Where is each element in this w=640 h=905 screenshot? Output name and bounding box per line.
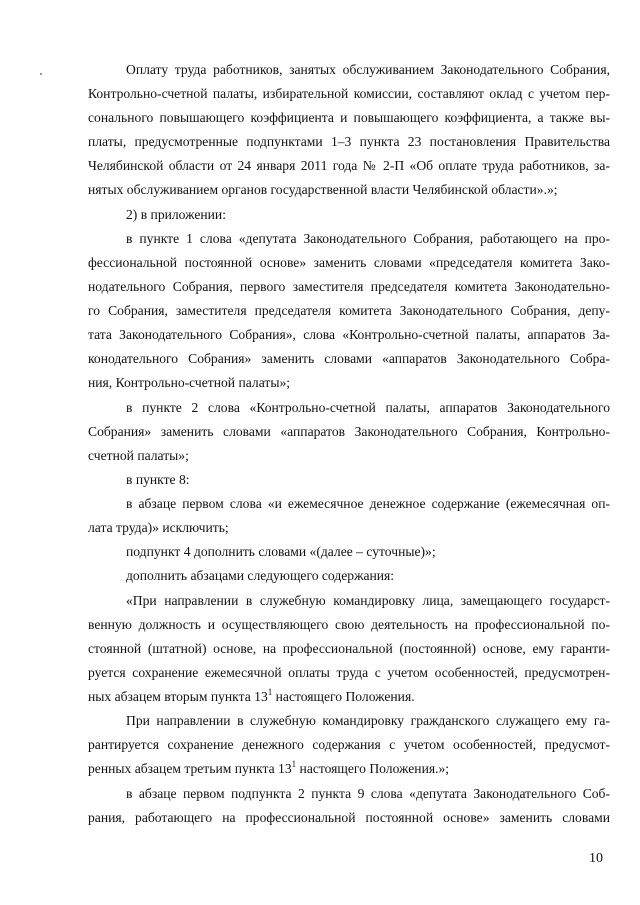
text-line: венную должность и осуществляющего свою деятельность на профессиональной по- (88, 617, 610, 632)
text-line: нодательного Собрания, первого заместителя председателя комитета Законодательно- (88, 279, 610, 294)
superscript: 1 (267, 687, 273, 697)
text-line (88, 757, 610, 781)
text-line: платы, предусмотренные подпунктами 1–3 пункта 23 постановления Правительства (88, 134, 610, 149)
paragraph-4 (88, 396, 610, 468)
line-text: ренных абзацем третьим пункта 13 (88, 761, 292, 776)
text-line: подпункт 4 дополнить словами «(далее – суточные)»; (126, 544, 436, 559)
text-line: в абзаце первом слова «и ежемесячное денежное содержание (ежемесячная оп- (126, 496, 610, 511)
text-line: в абзаце первом подпункта 2 пункта 9 слова «депутата Законодательного Соб- (126, 786, 610, 801)
text-line: рантируется сохранение денежного содержания с учетом особенностей, предусмот- (88, 737, 610, 752)
text-line: нятых обслуживанием органов государственной власти Челябинской области».»; (88, 182, 558, 197)
paragraph-11 (88, 782, 610, 830)
text-line: лата труда)» исключить; (88, 520, 229, 535)
page-number: 10 (589, 851, 603, 866)
paragraph-5 (88, 468, 610, 492)
paragraph-10 (88, 709, 610, 781)
text-line: Челябинской области от 24 января 2011 года № 2-П «Об оплате труда работников, за- (88, 158, 610, 173)
paragraph-1 (88, 58, 610, 202)
text-line: фессиональной постоянной основе» заменить словами «председателя комитета Зако- (88, 255, 610, 270)
text-line: в пункте 2 слова «Контрольно-счетной палаты, аппаратов Законодательного (126, 400, 610, 415)
text-line: в пункте 1 слова «депутата Законодательного Собрания, работающего на про- (126, 231, 610, 246)
text-line: сонального повышающего коэффициента и повышающего коэффициента, а также вы- (88, 110, 610, 125)
paragraph-8 (88, 564, 610, 588)
text-line: в пункте 8: (126, 472, 190, 487)
text-line: счетной палаты»; (88, 448, 189, 463)
text-line: конодательного Собрания» заменить словами «аппаратов Законодательного Собра- (88, 351, 610, 366)
paragraph-7 (88, 540, 610, 564)
text-line: стоянной (штатной) основе, на профессиональной (постоянной) основе, ему гаранти- (88, 641, 610, 656)
text-line: Собрания» заменить словами «аппаратов Законодательного Собрания, Контрольно- (88, 424, 610, 439)
text-line: го Собрания, заместителя председателя комитета Законодательного Собрания, депу- (88, 303, 610, 318)
text-line: 2) в приложении: (126, 207, 226, 222)
text-line: «При направлении в служебную командировку лица, замещающего государст- (126, 593, 610, 608)
text-line: Оплату труда работников, занятых обслуживанием Законодательного Собрания, (126, 62, 610, 77)
text-line: ния, Контрольно-счетной палаты»; (88, 375, 291, 390)
text-line: При направлении в служебную командировку гражданского служащего ему га- (126, 713, 610, 728)
text-line: руется сохранение ежемесячной оплаты труда с учетом особенностей, предусмотрен- (88, 665, 610, 680)
line-text: ных абзацем вторым пункта 13 (88, 689, 268, 704)
text-line (88, 685, 610, 709)
paragraph-3 (88, 227, 610, 395)
text-line: дополнить абзацами следующего содержания: (126, 568, 395, 583)
text-line: рания, работающего на профессиональной постоянной основе» заменить словами (88, 810, 610, 825)
paragraph-6 (88, 492, 610, 540)
paragraph-2 (88, 203, 610, 227)
line-text: настоящего Положения. (272, 689, 415, 704)
text-line: тата Законодательного Собрания», слова «Контрольно-счетной палаты, аппаратов За- (88, 327, 610, 342)
paragraph-9 (88, 589, 610, 709)
line-text: настоящего Положения.»; (296, 761, 450, 776)
scan-speck (40, 73, 42, 75)
text-line: Контрольно-счетной палаты, избирательной комиссии, составляют оклад с учетом пер- (88, 86, 610, 101)
superscript: 1 (291, 759, 297, 769)
